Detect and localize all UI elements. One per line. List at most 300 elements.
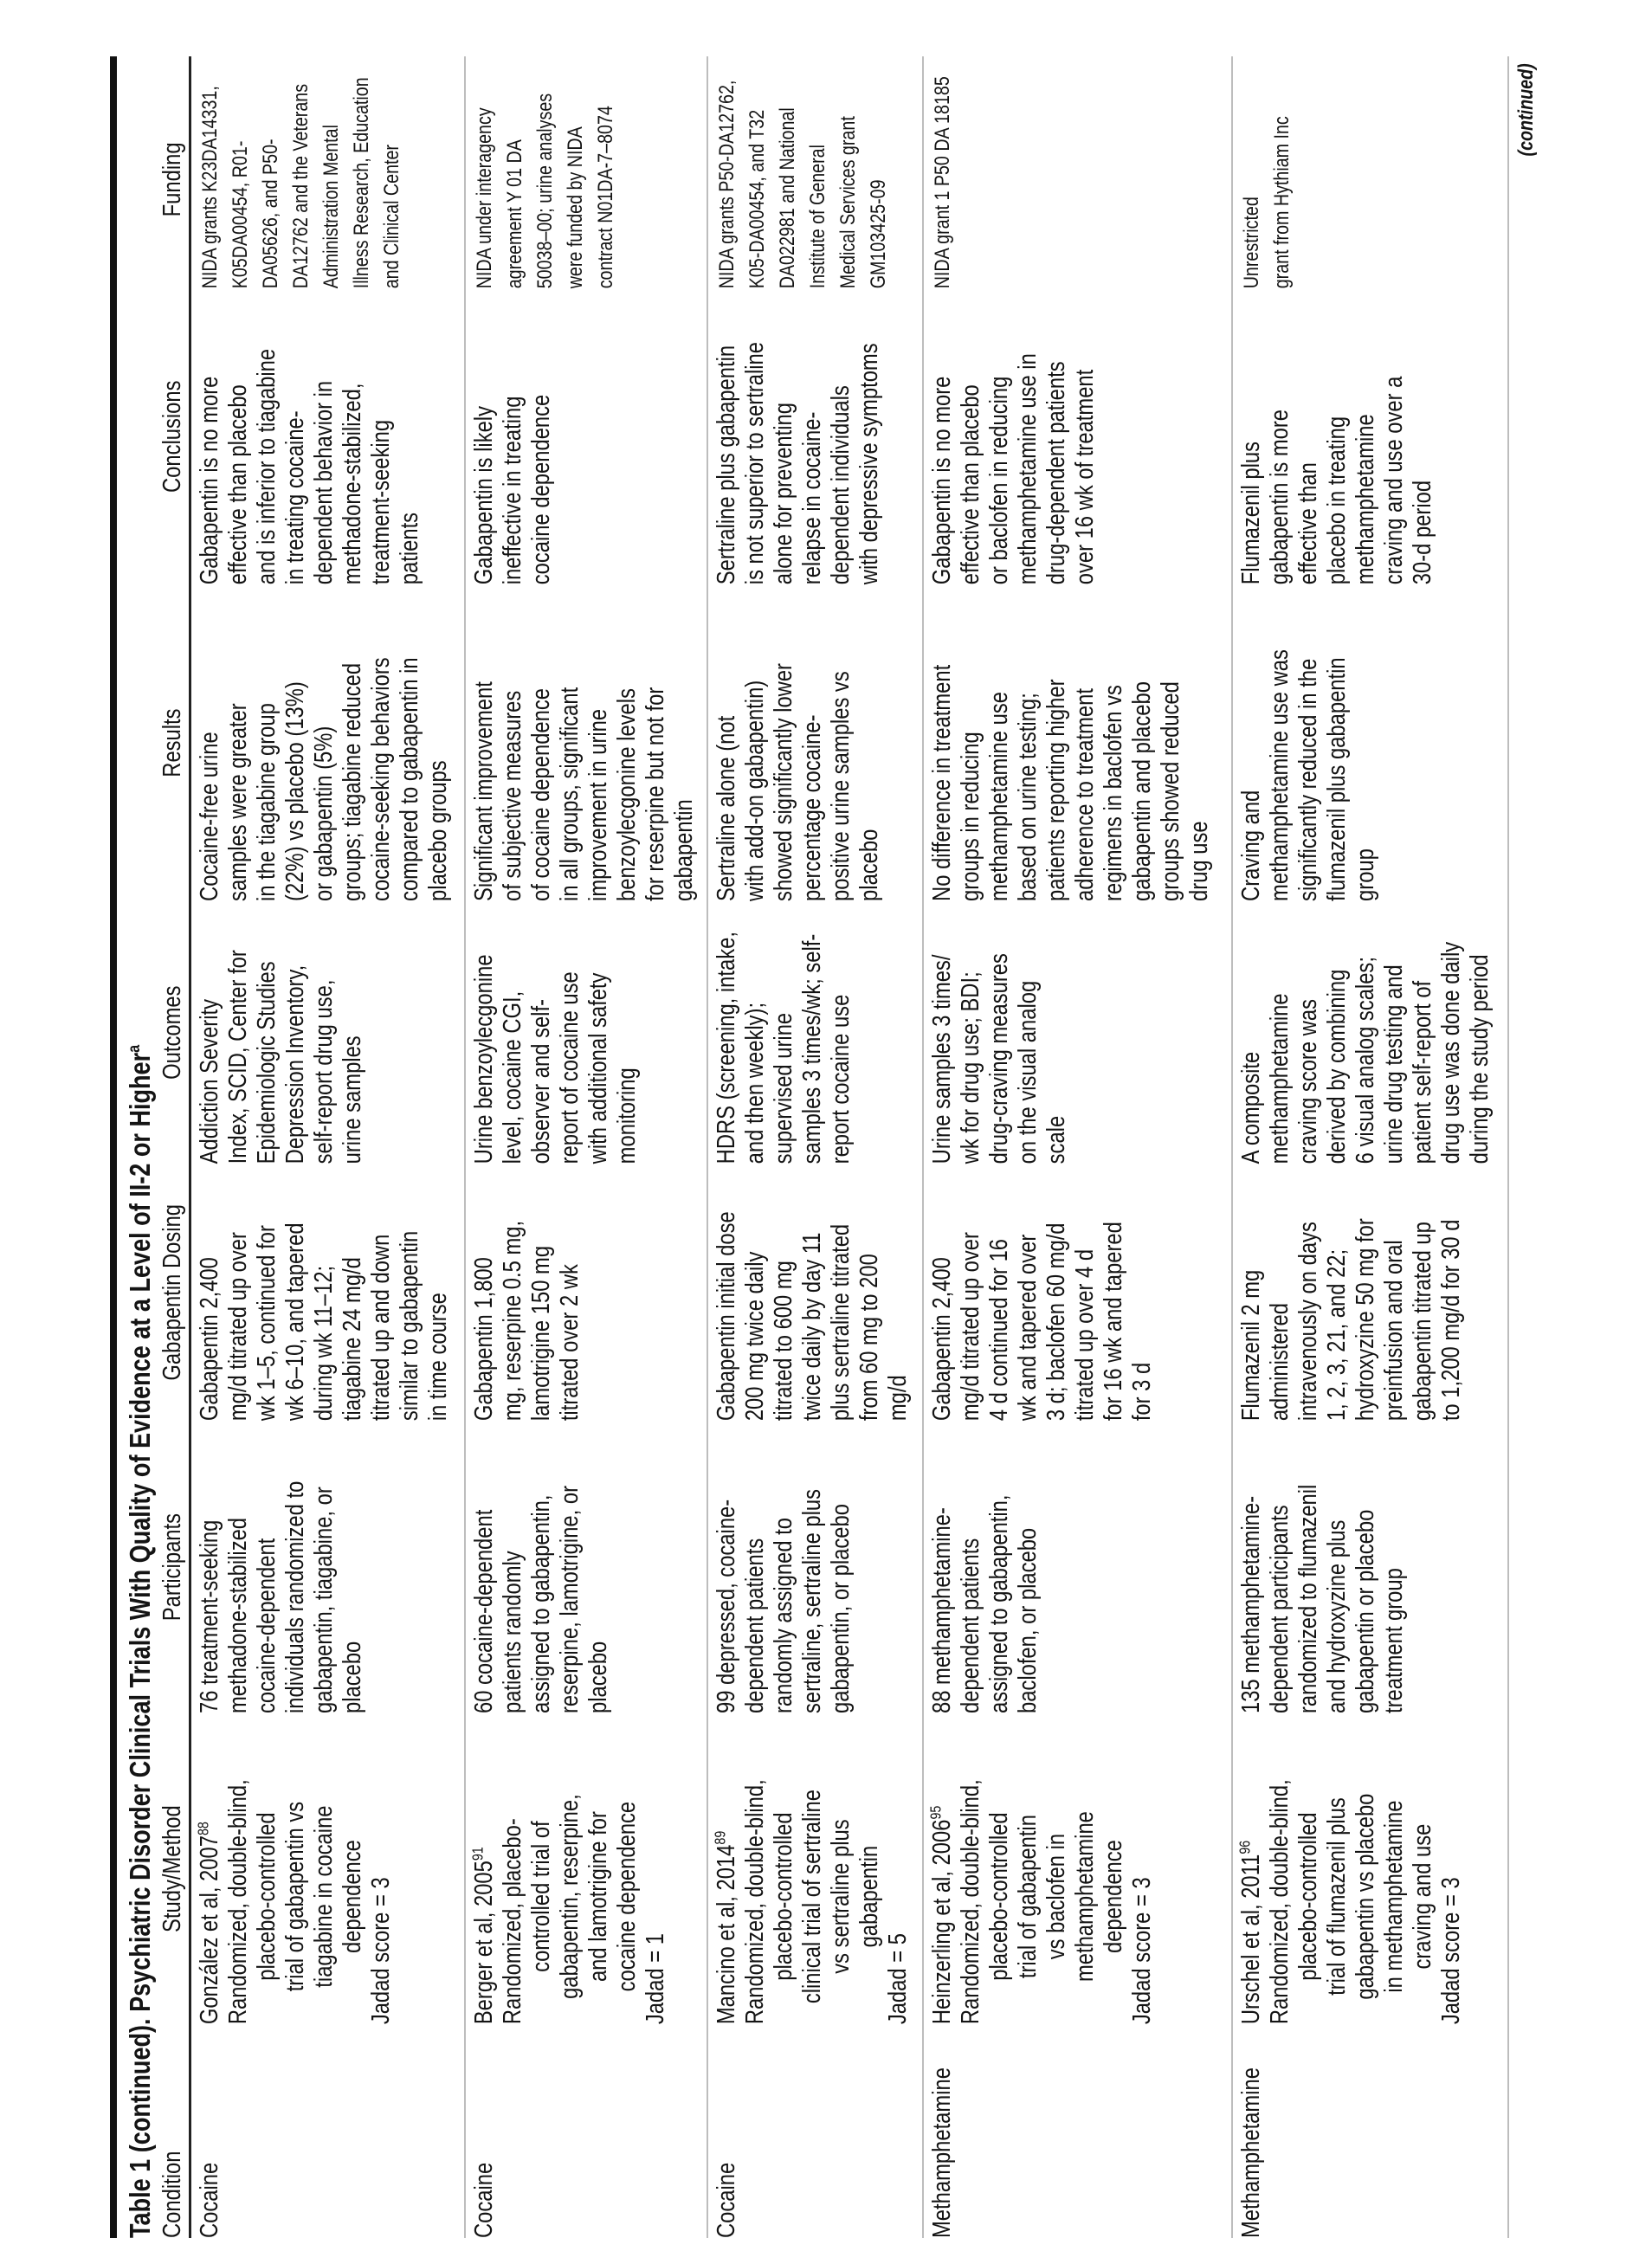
- cell-line: 200 mg twice daily: [741, 1251, 769, 1422]
- cell-line: treatment-seeking: [367, 419, 395, 585]
- reference-number: 95: [926, 1805, 945, 1820]
- cell-line: hydroxyzine 50 mg for: [1352, 1218, 1379, 1422]
- method-line: gabapentin vs placebo: [1352, 1793, 1379, 2000]
- cell-line: wk and tapered over: [1014, 1234, 1042, 1422]
- cell-line: placebo: [584, 1641, 612, 1714]
- reference-number: 96: [1236, 1840, 1254, 1854]
- condition-cell: [1237, 2024, 1507, 2238]
- cell-line: twice daily by day 11: [798, 1232, 826, 1422]
- cell-line: cocaine dependence: [527, 394, 555, 585]
- study-citation: [713, 1713, 741, 2024]
- cell-line: gabapentin or placebo: [1352, 1509, 1379, 1714]
- cell-line: benzoylecgonine levels: [613, 688, 641, 901]
- cell-line: significantly reduced in the: [1294, 658, 1322, 901]
- results-cell: [470, 584, 707, 901]
- cell-line: supervised urine: [770, 1012, 797, 1164]
- jadad-score: Jadad score = 3: [367, 1877, 395, 2025]
- cell-line: patients: [396, 512, 423, 585]
- method-line: Randomized, double-blind,: [224, 1779, 252, 2025]
- method-line: gabapentin, reserpine,: [556, 1794, 584, 1999]
- continued-label: (continued): [1514, 63, 1538, 157]
- study-citation: [196, 1713, 224, 2024]
- participants-cell: [713, 1421, 922, 1713]
- cell-line: gabapentin titrated up: [1409, 1222, 1436, 1422]
- cell-line: DA022981 and National: [776, 107, 799, 289]
- cell-line: 30-d period: [1409, 480, 1436, 585]
- cell-line: during the study period: [1466, 954, 1494, 1164]
- cell-line: 99 depressed, cocaine-: [713, 1499, 740, 1714]
- cell-line: gabapentin, or placebo: [827, 1504, 855, 1714]
- cell-line: 60 cocaine-dependent: [470, 1509, 498, 1714]
- cell-line: during wk 11–12;: [310, 1265, 338, 1422]
- cell-line: Gabapentin is no more: [196, 376, 223, 585]
- cell-line: group: [1352, 848, 1379, 901]
- dosing-cell: [1237, 1164, 1507, 1421]
- cell-line: mg/d titrated up over: [957, 1232, 984, 1422]
- cell-line: Depression Inventory,: [281, 964, 309, 1164]
- condition-text: Methamphetamine: [1237, 2067, 1265, 2238]
- cell-line: Cocaine-free urine: [196, 732, 223, 901]
- cell-line: craving and use over a: [1380, 376, 1408, 585]
- cell-line: drug use: [1185, 821, 1213, 901]
- cell-line: methamphetamine use: [985, 692, 1013, 901]
- cell-line: A composite: [1237, 1051, 1265, 1164]
- cell-line: wk 1–5, continued for: [253, 1225, 281, 1422]
- study-method-cell: [713, 1713, 922, 2024]
- cell-line: level, cocaine CGI,: [499, 990, 526, 1164]
- cell-line: report cocaine use: [827, 994, 855, 1164]
- cell-line: methamphetamine use in: [1014, 353, 1042, 585]
- cell-line: effective than: [1294, 462, 1322, 585]
- method-line: Randomized, double-blind,: [1266, 1779, 1294, 2025]
- method-line: clinical trial of sertraline: [798, 1790, 826, 2004]
- participants-cell: [928, 1421, 1231, 1713]
- header-results: Results: [158, 708, 186, 777]
- cell-line: compared to gabapentin in: [396, 657, 423, 901]
- cell-line: No difference in treatment: [928, 664, 956, 901]
- header-gabapentin-dosing: Gabapentin Dosing: [158, 1203, 186, 1381]
- citation-text: González et al, 2007: [196, 1835, 223, 2025]
- cell-line: in all groups, significant: [556, 687, 584, 901]
- cell-line: DA12762 and the Veterans: [289, 83, 313, 289]
- cell-line: craving score was: [1294, 999, 1322, 1164]
- study-citation: [1237, 1713, 1266, 2024]
- dosing-cell: [713, 1164, 922, 1421]
- cell-line: Administration Mental: [319, 125, 343, 289]
- table-row: [1233, 56, 1509, 2238]
- cell-line: preinfusion and oral: [1380, 1240, 1408, 1422]
- header-condition: Condition: [158, 2151, 186, 2238]
- dosing-cell: [928, 1164, 1231, 1421]
- jadad-score: Jadad = 5: [884, 1933, 912, 2025]
- cell-line: randomized to flumazenil: [1294, 1484, 1322, 1714]
- table-title-text: Table 1 (continued). Psychiatric Disorder Clinical Trials With Quality of Evidence at a Level of II-2 or Higher: [124, 1052, 156, 2238]
- condition-text: Cocaine: [713, 2162, 740, 2238]
- cell-line: placebo: [339, 1641, 366, 1714]
- cell-line: drug-dependent patients: [1042, 361, 1070, 585]
- cell-line: on the visual analog: [1014, 980, 1042, 1164]
- cell-line: Gabapentin 1,800: [470, 1257, 498, 1422]
- cell-line: dependent patients: [957, 1538, 984, 1714]
- cell-line: derived by combining: [1323, 969, 1351, 1164]
- cell-line: Index, SCID, Center for: [224, 950, 252, 1164]
- cell-line: HDRS (screening, intake,: [713, 932, 740, 1164]
- cell-line: were funded by NIDA: [564, 126, 587, 289]
- cell-line: grant from Hythiam Inc: [1270, 116, 1294, 289]
- cell-line: lamotrigine 150 mg: [527, 1245, 555, 1422]
- header-participants: Participants: [158, 1512, 186, 1622]
- cell-line: NIDA under interagency: [473, 107, 496, 289]
- outcomes-cell: [928, 901, 1231, 1164]
- cell-line: Flumazenil plus: [1237, 442, 1265, 585]
- cell-line: NIDA grants P50-DA12762,: [715, 80, 739, 289]
- cell-line: NIDA grants K23DA14331,: [198, 86, 222, 289]
- condition-cell: [470, 2024, 707, 2238]
- cell-line: drug-craving measures: [985, 953, 1013, 1164]
- study-method: [499, 1769, 642, 2024]
- condition-text: Cocaine: [196, 2162, 223, 2238]
- cell-line: flumazenil plus gabapentin: [1323, 657, 1351, 901]
- cell-line: 76 treatment-seeking: [196, 1519, 223, 1714]
- results-cell: [928, 584, 1231, 901]
- conclusions-cell: [470, 288, 707, 584]
- cell-line: methadone-stabilized,: [339, 383, 366, 585]
- cell-line: based on urine testing;: [1014, 693, 1042, 901]
- cell-line: randomly assigned to: [770, 1517, 797, 1714]
- cell-line: 135 methamphetamine-: [1237, 1495, 1265, 1714]
- cell-line: Flumazenil 2 mg: [1237, 1269, 1265, 1422]
- cell-line: assigned to gabapentin,: [985, 1494, 1013, 1714]
- cell-line: 4 d continued for 16: [985, 1238, 1013, 1422]
- cell-line: Epidemiologic Studies: [253, 961, 281, 1164]
- table-title: [122, 56, 158, 2238]
- cell-line: Sertraline plus gabapentin: [713, 345, 740, 585]
- method-line: Randomized, double-blind,: [957, 1779, 984, 2025]
- outcomes-cell: [470, 901, 707, 1164]
- conclusions-cell: [928, 288, 1231, 584]
- cell-line: percentage cocaine-: [798, 714, 826, 901]
- method-line: and lamotrigine for: [584, 1811, 612, 1983]
- cell-line: patient self-report of: [1409, 980, 1436, 1164]
- cell-line: individuals randomized to: [281, 1480, 309, 1714]
- cell-line: treatment group: [1380, 1568, 1408, 1714]
- cell-line: titrated up and down: [367, 1234, 395, 1422]
- cell-line: in time course: [424, 1293, 452, 1422]
- dosing-cell: [196, 1164, 464, 1421]
- cell-line: (22%) vs placebo (13%): [281, 681, 309, 901]
- cell-line: Urine samples 3 times/: [928, 954, 956, 1164]
- title-footnote-mark: a: [125, 1044, 144, 1053]
- cell-line: of cocaine dependence: [527, 688, 555, 901]
- cell-line: contract N01DA-7–8074: [594, 106, 617, 289]
- method-line: trial of flumazenil plus: [1323, 1797, 1351, 1996]
- cell-line: dependent behavior in: [310, 380, 338, 585]
- cell-line: positive urine samples vs: [827, 671, 855, 901]
- cell-line: for 16 wk and tapered: [1100, 1222, 1127, 1422]
- study-method: [1266, 1769, 1437, 2024]
- cell-line: methamphetamine: [1352, 414, 1379, 585]
- cell-line: effective than placebo: [224, 384, 252, 585]
- method-line: trial of gabapentin vs: [281, 1801, 309, 1992]
- cell-line: dependent patients: [741, 1538, 769, 1714]
- cell-line: dependent individuals: [827, 385, 855, 585]
- header-funding: Funding: [158, 142, 186, 217]
- study-method: [957, 1769, 1128, 2024]
- cell-line: or gabapentin (5%): [310, 726, 338, 901]
- cell-line: NIDA grant 1 P50 DA 18185: [931, 76, 954, 289]
- method-line: Randomized, placebo-: [499, 1818, 526, 2025]
- study-method: [741, 1769, 884, 2024]
- cell-line: Gabapentin is no more: [928, 376, 956, 585]
- method-line: dependence: [339, 1840, 366, 1954]
- cell-line: administered: [1266, 1303, 1294, 1422]
- cell-line: patients randomly: [499, 1551, 526, 1714]
- cell-line: Addiction Severity: [196, 998, 223, 1164]
- outcomes-cell: [1237, 901, 1507, 1164]
- jadad-score: Jadad score = 3: [1128, 1877, 1156, 2025]
- cell-line: Unrestricted: [1240, 197, 1263, 289]
- cell-line: and hydroxyzine plus: [1323, 1519, 1351, 1714]
- cell-line: self-report drug use,: [310, 979, 338, 1164]
- cell-line: with add-on gabapentin): [741, 680, 769, 901]
- cell-line: agreement Y 01 DA: [503, 139, 526, 289]
- cell-line: and then weekly);: [741, 1002, 769, 1164]
- method-line: craving and use: [1409, 1823, 1436, 1970]
- cell-line: titrated up over 4 d: [1071, 1248, 1099, 1422]
- cell-line: groups; tiagabine reduced: [339, 662, 366, 901]
- cell-line: ineffective in treating: [499, 396, 526, 585]
- cell-line: sertraline, sertraline plus: [798, 1488, 826, 1714]
- cell-line: 6 visual analog scales;: [1352, 957, 1379, 1164]
- cell-line: titrated to 600 mg: [770, 1261, 797, 1422]
- study-method-cell: [1237, 1713, 1507, 2024]
- funding-cell: [713, 71, 922, 289]
- cell-line: drug use was done daily: [1437, 941, 1465, 1164]
- cell-line: scale: [1042, 1115, 1070, 1164]
- cell-line: K05DA00454, R01-: [229, 140, 252, 289]
- jadad-score: Jadad score = 3: [1437, 1877, 1465, 2025]
- cell-line: placebo in treating: [1323, 416, 1351, 585]
- cell-line: baclofen, or placebo: [1014, 1527, 1042, 1714]
- method-line: methamphetamine: [1071, 1811, 1099, 1983]
- cell-line: Urine benzoylecgonine: [470, 954, 498, 1164]
- outcomes-cell: [713, 901, 922, 1164]
- cell-line: and is inferior to tiagabine: [253, 348, 281, 585]
- funding-cell: [1237, 71, 1507, 289]
- cell-line: from 60 mg to 200: [855, 1254, 883, 1422]
- reference-number: 89: [711, 1830, 729, 1845]
- cell-line: Gabapentin 2,400: [928, 1257, 956, 1422]
- cell-line: methamphetamine use was: [1266, 649, 1294, 901]
- method-line: placebo-controlled: [985, 1812, 1013, 1981]
- method-line: tiagabine in cocaine: [310, 1805, 338, 1988]
- cell-line: adherence to treatment: [1071, 688, 1099, 901]
- cell-line: gabapentin is more: [1266, 409, 1294, 585]
- cell-line: titrated over 2 wk: [556, 1264, 584, 1422]
- method-line: dependence: [1100, 1840, 1127, 1954]
- cell-line: alone for preventing: [770, 403, 797, 585]
- cell-line: is not superior to sertraline: [741, 342, 769, 585]
- cell-line: samples were greater: [224, 703, 252, 901]
- table-header-row: [158, 56, 191, 2238]
- cell-line: regimens in baclofen vs: [1100, 685, 1127, 901]
- cell-line: assigned to gabapentin,: [527, 1494, 555, 1714]
- results-cell: [196, 584, 464, 901]
- cell-line: patients reporting higher: [1042, 679, 1070, 901]
- cell-line: cocaine-dependent: [253, 1538, 281, 1714]
- cell-line: of subjective measures: [499, 690, 526, 901]
- cell-line: Sertraline alone (not: [713, 715, 740, 901]
- cell-line: intravenously on days: [1294, 1222, 1322, 1422]
- cell-line: DA05626, and P50-: [259, 139, 282, 289]
- conclusions-cell: [713, 288, 922, 584]
- cell-line: Gabapentin is likely: [470, 406, 498, 585]
- method-line: trial of gabapentin: [1014, 1815, 1042, 1979]
- cell-line: 50038–00; urine analyses: [533, 93, 557, 289]
- cell-line: improvement in urine: [584, 708, 612, 901]
- funding-cell: [470, 71, 707, 289]
- jadad-score: Jadad = 1: [642, 1933, 669, 2025]
- cell-line: tiagabine 24 mg/d: [339, 1257, 366, 1422]
- method-line: placebo-controlled: [253, 1812, 281, 1981]
- cell-line: effective than placebo: [957, 384, 984, 585]
- results-cell: [713, 584, 922, 901]
- participants-cell: [470, 1421, 707, 1713]
- cell-line: monitoring: [613, 1067, 641, 1164]
- study-citation: [928, 1713, 957, 2024]
- cell-line: plus sertraline titrated: [827, 1223, 855, 1422]
- cell-line: 3 d; baclofen 60 mg/d: [1042, 1222, 1070, 1422]
- cell-line: samples 3 times/wk; self-: [798, 933, 826, 1164]
- table-row: [708, 56, 924, 2238]
- table-row: [924, 56, 1233, 2238]
- table-row: [191, 56, 466, 2238]
- results-cell: [1237, 584, 1507, 901]
- header-study-method: Study/Method: [158, 1805, 186, 1932]
- cell-line: urine samples: [339, 1035, 366, 1164]
- method-line: gabapentin: [855, 1845, 883, 1948]
- dosing-cell: [470, 1164, 707, 1421]
- method-line: vs baclofen in: [1042, 1833, 1070, 1960]
- cell-line: in treating cocaine-: [281, 410, 309, 585]
- cell-line: placebo: [855, 829, 883, 901]
- cell-line: wk for drug use; BDI;: [957, 971, 984, 1164]
- condition-cell: [928, 2024, 1231, 2238]
- reference-number: 88: [194, 1822, 212, 1836]
- cell-line: methamphetamine: [1266, 993, 1294, 1164]
- cell-line: similar to gabapentin: [396, 1230, 423, 1422]
- method-line: placebo-controlled: [770, 1812, 797, 1981]
- table-container: [110, 56, 1539, 2238]
- table-top-rule: [110, 56, 117, 2238]
- cell-line: observer and self-: [527, 998, 555, 1164]
- outcomes-cell: [196, 901, 464, 1164]
- citation-text: Heinzerling et al, 2006: [928, 1819, 956, 2025]
- cell-line: relapse in cocaine-: [798, 411, 826, 585]
- cell-line: K05-DA00454, and T32: [745, 109, 769, 289]
- study-method-cell: [196, 1713, 464, 2024]
- cell-line: groups showed reduced: [1157, 681, 1184, 901]
- cell-line: Gabapentin 2,400: [196, 1257, 223, 1422]
- participants-cell: [196, 1421, 464, 1713]
- study-method-cell: [470, 1713, 707, 2024]
- cell-line: with additional safety: [584, 972, 612, 1164]
- cell-line: GM103425-09: [867, 179, 890, 289]
- conclusions-cell: [196, 288, 464, 584]
- method-line: Randomized, double-blind,: [741, 1779, 769, 2025]
- study-method-cell: [928, 1713, 1231, 2024]
- cell-line: Medical Services grant: [836, 116, 860, 289]
- conclusions-cell: [1237, 288, 1507, 584]
- cell-line: methadone-stabilized: [224, 1517, 252, 1714]
- cell-line: cocaine-seeking behaviors: [367, 657, 395, 901]
- cell-line: over 16 wk of treatment: [1071, 369, 1099, 585]
- cell-line: groups in reducing: [957, 732, 984, 901]
- cell-line: mg/d titrated up over: [224, 1232, 252, 1422]
- cell-line: or baclofen in reducing: [985, 376, 1013, 585]
- cell-line: Illness Research, Education: [350, 77, 373, 289]
- citation-text: Berger et al, 2005: [470, 1861, 498, 2025]
- cell-line: 1, 2, 3, 21, and 22;: [1323, 1248, 1351, 1422]
- cell-line: gabapentin and placebo: [1128, 681, 1156, 901]
- condition-cell: [196, 2024, 464, 2238]
- cell-line: gabapentin, tiagabine, or: [310, 1487, 338, 1714]
- cell-line: dependent participants: [1266, 1505, 1294, 1714]
- study-citation: [470, 1713, 499, 2024]
- cell-line: 88 methamphetamine-: [928, 1507, 956, 1714]
- cell-line: to 1,200 mg/d for 30 d: [1437, 1219, 1465, 1422]
- funding-cell: [928, 71, 1231, 289]
- cell-line: mg, reserpine 0.5 mg,: [499, 1220, 526, 1422]
- study-method: [224, 1769, 367, 2024]
- method-line: placebo-controlled: [1294, 1812, 1322, 1981]
- cell-line: for reserpine but not for: [642, 687, 669, 901]
- cell-line: wk 6–10, and tapered: [281, 1222, 309, 1422]
- header-outcomes: Outcomes: [158, 985, 186, 1080]
- cell-line: reserpine, lamotrigine, or: [556, 1485, 584, 1714]
- cell-line: Institute of General: [806, 144, 829, 289]
- citation-text: Urschel et al, 2011: [1237, 1854, 1265, 2025]
- funding-cell: [196, 71, 464, 289]
- participants-cell: [1237, 1421, 1507, 1713]
- cell-line: mg/d: [884, 1375, 912, 1422]
- cell-line: gabapentin: [670, 799, 698, 901]
- cell-line: placebo groups: [424, 760, 452, 901]
- method-line: vs sertraline plus: [827, 1819, 855, 1974]
- cell-line: Significant improvement: [470, 681, 498, 901]
- cell-line: for 3 d: [1128, 1362, 1156, 1422]
- method-line: in methamphetamine: [1380, 1800, 1408, 1993]
- condition-text: Cocaine: [470, 2162, 498, 2238]
- method-line: controlled trial of: [527, 1821, 555, 1972]
- cell-line: showed significantly lower: [770, 663, 797, 901]
- reference-number: 91: [468, 1847, 487, 1861]
- table-row: [466, 56, 708, 2238]
- citation-text: Mancino et al, 2014: [713, 1844, 740, 2025]
- cell-line: Craving and: [1237, 790, 1265, 901]
- condition-text: Methamphetamine: [928, 2067, 956, 2238]
- header-conclusions: Conclusions: [158, 380, 186, 493]
- cell-line: urine drug testing and: [1380, 964, 1408, 1164]
- cell-line: Gabapentin initial dose: [713, 1211, 740, 1422]
- cell-line: report of cocaine use: [556, 971, 584, 1164]
- cell-line: in the tiagabine group: [253, 703, 281, 901]
- method-line: cocaine dependence: [613, 1801, 641, 1992]
- cell-line: with depressive symptoms: [855, 343, 883, 585]
- condition-cell: [713, 2024, 922, 2238]
- table-body: [191, 56, 1509, 2238]
- cell-line: and Clinical Center: [380, 144, 403, 289]
